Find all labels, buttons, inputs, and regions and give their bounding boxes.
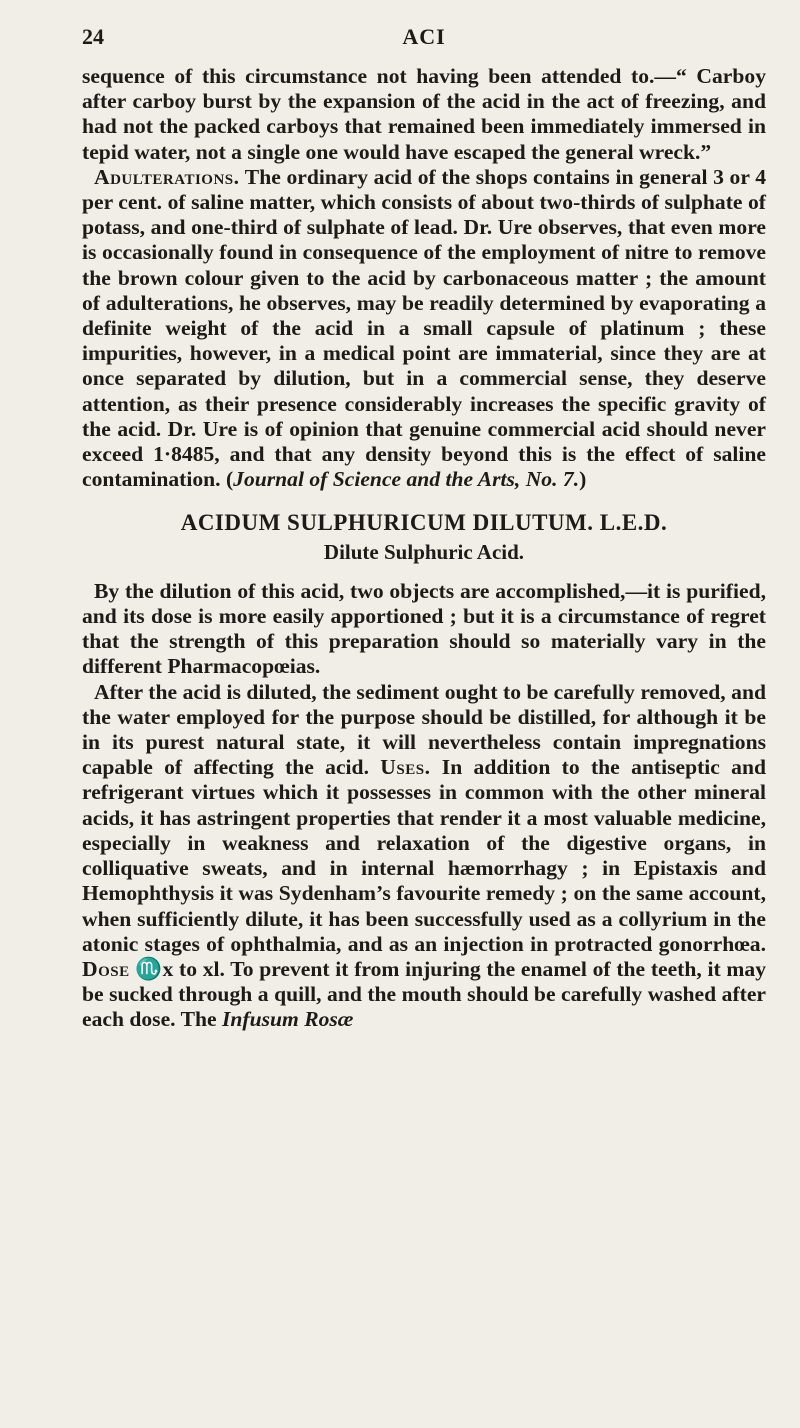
- running-header: [82, 24, 766, 64]
- section-title: ACIDUM SULPHURICUM DILUTUM. L.E.D.: [180, 510, 668, 536]
- running-title: ACI: [402, 24, 446, 49]
- section-subtitle: Dilute Sulphuric Acid.: [323, 539, 525, 564]
- uses-label: Uses.: [380, 755, 431, 780]
- adulterations-label: Adulterations.: [94, 164, 240, 189]
- paragraph-uses: After the acid is diluted, the sediment ought to be carefully removed, and the water employed for the purpose should be distilled, for although it be in its purest natural state, it will nevertheless contain impregnations capable of affecting the acid. Uses. In addition to the antiseptic and refrigerant virtues which it possesses in common with the other mineral acids, it has astringent properties that render it a most valuable medicine, especially in weakness and relaxation of the digestive organs, in colliquative sweats, and in internal hæmorrhagy ; in Epistaxis and Hemophthysis it was Sydenham’s favourite remedy ; on the same account, when sufficiently dilute, it has been successfully used as a collyrium in the atonic stages of ophthalmia, and as an injection in protracted gonorrhœa. Dose ♏x to xl. To prevent it from injuring the enamel of the teeth, it may be sucked through a quill, and the mouth should be carefully washed after each dose. The Infusum Rosæ: [82, 679, 766, 1032]
- body-text: [82, 64, 766, 1033]
- citation: Journal of Science and the Arts, No. 7.: [233, 467, 580, 492]
- paragraph-continuation: sequence of this circumstance not having been attended to.—“ Carboy after carboy burst by the expansion of the acid in the act of freezing, and had not the packed carboys that remained been immediately immersed in tepid water, not a single one would have escaped the general wreck.”: [82, 64, 766, 164]
- final-italic: Infusum Rosæ: [221, 1007, 354, 1032]
- book-page: [82, 24, 766, 1033]
- page-number: 24: [82, 24, 104, 49]
- paragraph-adulterations: Adulterations. The ordinary acid of the shops contains in general 3 or 4 per cent. of saline matter, which consists of about two-thirds of sulphate of potass, and one-third of sulphate of lead. Dr. Ure observes, that even more is occasionally found in consequence of the employment of nitre to remove the brown colour given to the acid by carbonaceous matter ; the amount of adulterations, he observes, may be readily determined by evaporating a definite weight of the acid in a small capsule of platinum ; these impurities, however, in a medical point are immaterial, since they are at once separated by dilution, but in a commercial sense, they deserve attention, as their presence considerably increases the specific gravity of the acid. Dr. Ure is of opinion that genuine commercial acid should never exceed 1·8485, and that any density beyond this is the effect of saline contamination. (Journal of Science and the Arts, No. 7.): [82, 164, 766, 492]
- paragraph-dilution: By the dilution of this acid, two objects are accomplished,—it is purified, and its dose is more easily apportioned ; but it is a circumstance of regret that the strength of this preparation should so materially vary in the different Pharmacopœias.: [82, 578, 766, 679]
- dose-label: Dose: [82, 956, 130, 981]
